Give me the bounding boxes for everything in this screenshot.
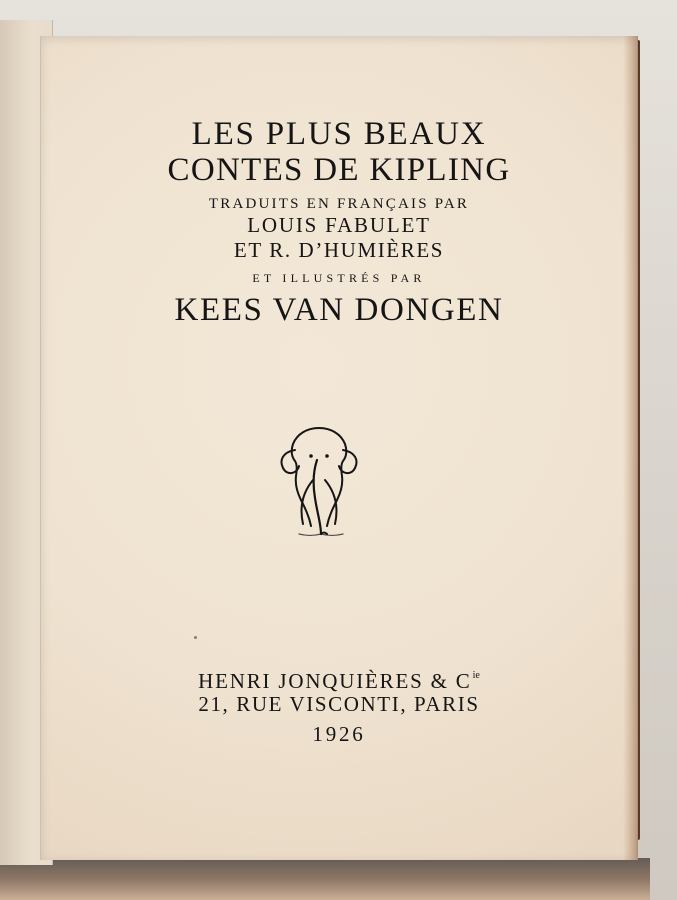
title-line-1: LES PLUS BEAUX [191, 116, 487, 152]
paper-speck [194, 636, 197, 639]
illustrator-name: KEES VAN DONGEN [174, 292, 504, 328]
translated-by-label: TRADUITS EN FRANÇAIS PAR [208, 196, 470, 212]
publisher-line [41, 669, 637, 694]
book-bottom-board [0, 858, 650, 900]
illustrated-by-label: ET ILLUSTRÉS PAR [252, 271, 426, 285]
elephant-icon [273, 420, 365, 540]
publication-year: 1926 [312, 722, 366, 746]
translator-line-2: ET R. D’HUMIÈRES [233, 238, 445, 262]
translator-line-1: LOUIS FABULET [247, 213, 431, 237]
publisher-address: 21, RUE VISCONTI, PARIS [198, 692, 480, 716]
title-page [40, 36, 638, 860]
publisher-superscript: ie [472, 670, 480, 681]
title-line-2: CONTES DE KIPLING [167, 152, 511, 188]
publisher-name: HENRI JONQUIÈRES & C [198, 669, 472, 693]
